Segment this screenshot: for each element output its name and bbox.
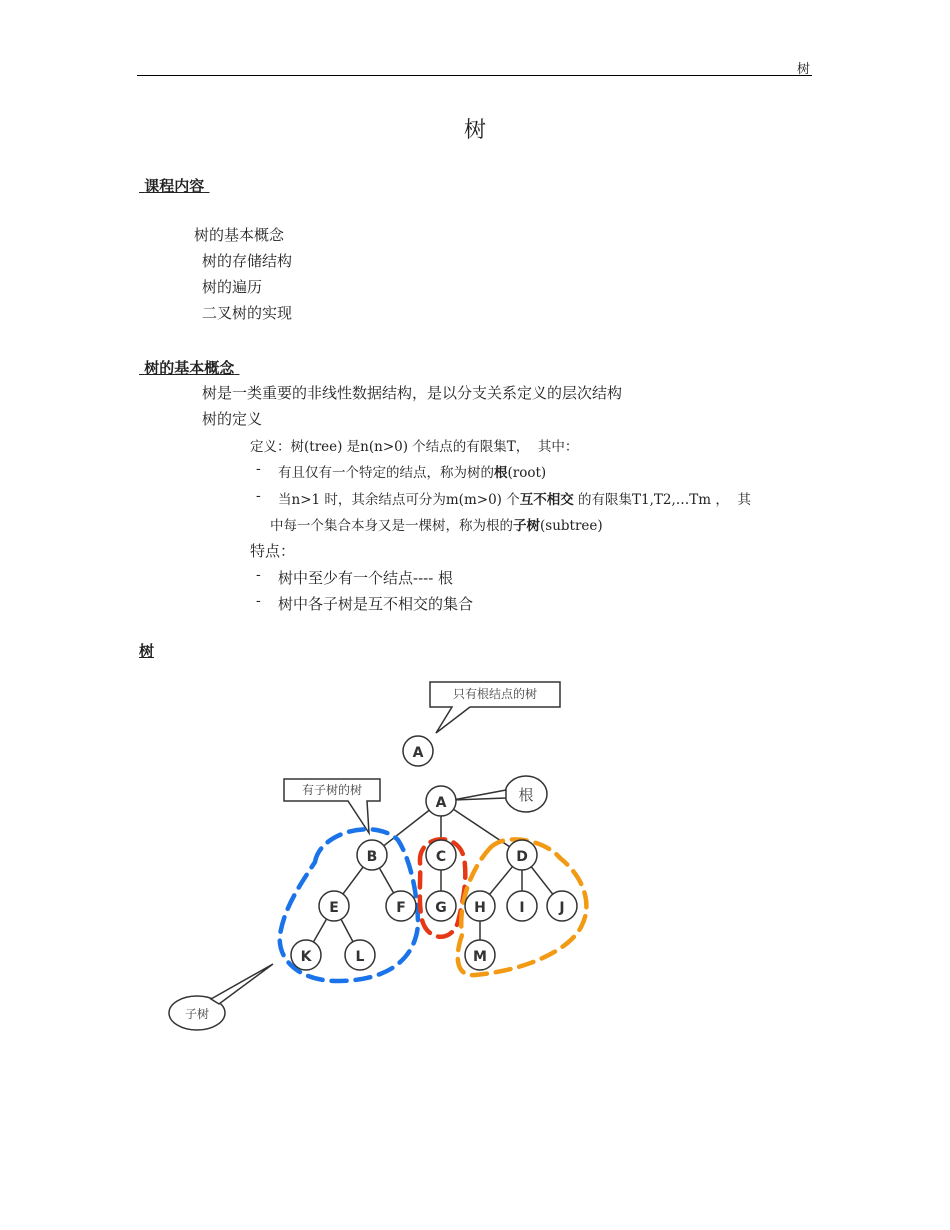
tree-node-l	[345, 940, 375, 970]
rule-two-continued: 中每一个集合本身又是一棵树，称为根的子树(subtree)	[270, 518, 603, 534]
svg-text:H: H	[474, 900, 486, 916]
svg-text:G: G	[435, 900, 447, 916]
svg-text:B: B	[366, 849, 378, 865]
single-root-node	[403, 736, 433, 766]
callout-subtree	[169, 964, 273, 1030]
course-item: 树的存储结构	[202, 252, 293, 270]
tree-node-h	[465, 891, 495, 921]
bullet-marker: -	[256, 593, 261, 609]
tree-node-e	[319, 891, 349, 921]
svg-text:K: K	[300, 949, 312, 965]
tree-node-g	[426, 891, 456, 921]
tree-edges	[306, 801, 565, 955]
svg-text:子树: 子树	[184, 1007, 210, 1021]
svg-text:I: I	[519, 900, 525, 916]
definition-title: 树的定义	[202, 410, 263, 428]
svg-text:J: J	[559, 900, 565, 916]
svg-text:E: E	[329, 900, 339, 916]
concept-intro: 树是一类重要的非线性数据结构，是以分支关系定义的层次结构	[202, 384, 623, 402]
svg-text:F: F	[396, 900, 406, 916]
svg-text:A: A	[412, 745, 424, 761]
tree-node-m	[465, 940, 495, 970]
svg-text:C: C	[435, 849, 447, 865]
tree-node-a	[426, 786, 456, 816]
svg-text:有子树的树: 有子树的树	[301, 783, 363, 797]
callout-root	[453, 776, 547, 812]
svg-text:根: 根	[518, 786, 534, 804]
running-header: 树	[796, 62, 810, 77]
feature-two: 树中各子树是互不相交的集合	[278, 595, 474, 613]
definition-text: 定义：树(tree) 是n(n>0) 个结点的有限集T， 其中：	[250, 439, 579, 455]
tree-node-d	[507, 840, 537, 870]
bullet-marker: -	[256, 488, 261, 504]
svg-text:A: A	[435, 795, 447, 811]
concept-heading: 树的基本概念	[144, 359, 235, 377]
tree-node-b	[357, 840, 387, 870]
callout-has-subtree	[284, 779, 380, 833]
course-item: 树的遍历	[202, 278, 263, 296]
feature-one: 树中至少有一个结点---- 根	[278, 569, 454, 587]
tree-heading: 树	[139, 642, 155, 660]
rule-one: 有且仅有一个特定的结点，称为树的根(root)	[278, 465, 547, 481]
callout-single-root	[430, 682, 560, 733]
course-heading: 课程内容	[144, 177, 205, 195]
tree-node-f	[386, 891, 416, 921]
svg-text:L: L	[355, 949, 365, 965]
tree-node-c	[426, 840, 456, 870]
page-title: 树	[463, 118, 486, 143]
bullet-marker: -	[256, 567, 261, 583]
svg-text:M: M	[473, 949, 487, 965]
rule-two: 当n>1 时，其余结点可分为m(m>0) 个互不相交 的有限集T1,T2,…Tm ， 其	[278, 492, 751, 508]
features-title: 特点：	[250, 542, 296, 560]
course-item: 二叉树的实现	[202, 304, 293, 322]
course-item: 树的基本概念	[194, 226, 285, 244]
svg-text:D: D	[516, 849, 528, 865]
svg-text:只有根结点的树: 只有根结点的树	[452, 687, 538, 701]
tree-node-j	[547, 891, 577, 921]
tree-node-i	[507, 891, 537, 921]
tree-node-k	[291, 940, 321, 970]
bullet-marker: -	[256, 461, 261, 477]
